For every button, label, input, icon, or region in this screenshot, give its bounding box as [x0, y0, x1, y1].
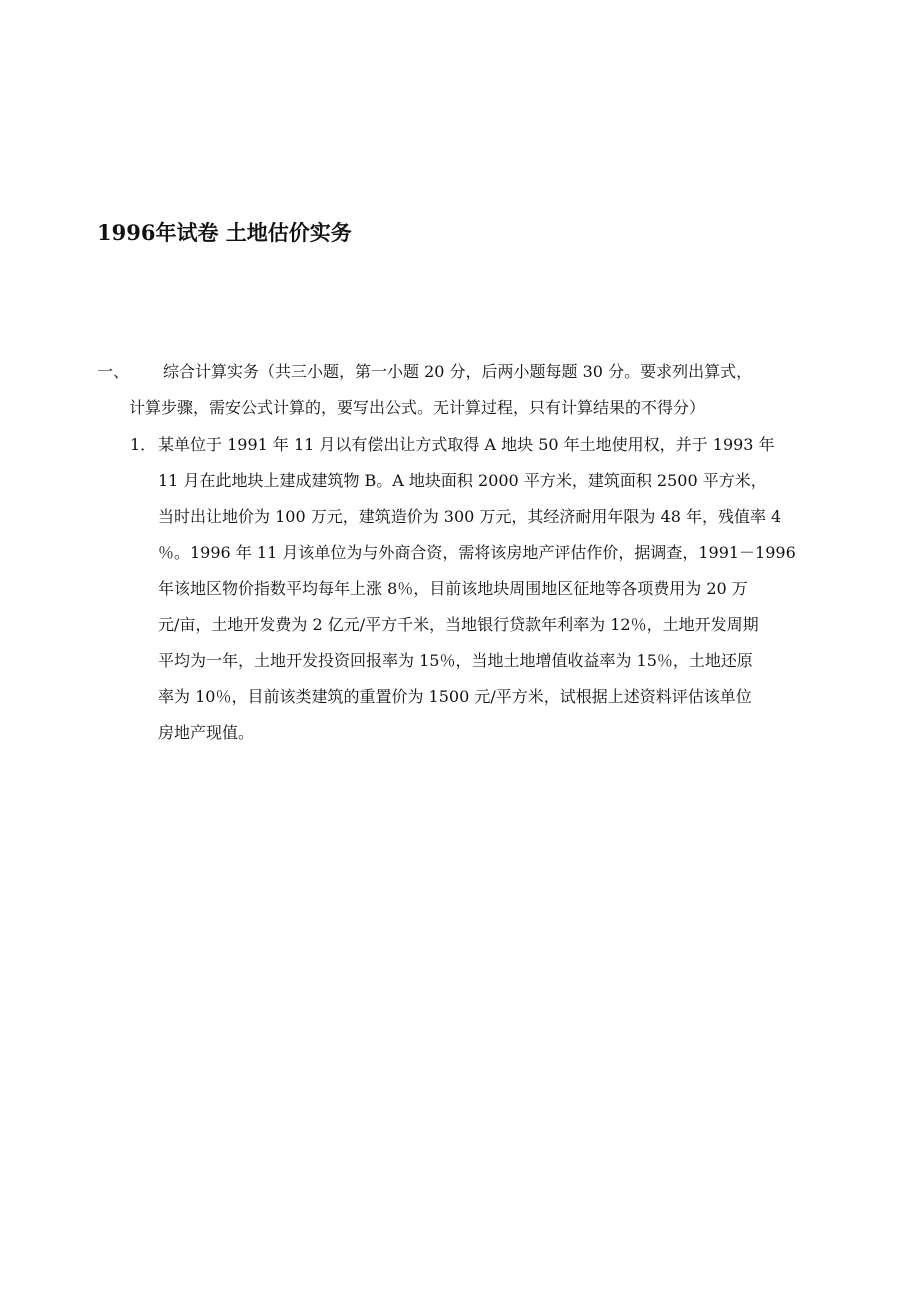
question-line: 当时出让地价为 100 万元，建筑造价为 300 万元，其经济耐用年限为 48 年，残值率 4 [158, 507, 782, 526]
section-heading [97, 357, 837, 387]
question-line: ％。1996 年 11 月该单位为与外商合资，需将该房地产评估作价，据调查，1991－1996 [158, 543, 796, 562]
question-line: 房地产现值。 [158, 723, 255, 742]
question-line: 11 月在此地块上建成建筑物 B。A 地块面积 2000 平方米，建筑面积 2500 平方米， [158, 471, 767, 490]
question-line: 年该地区物价指数平均每年上涨 8％，目前该地块周围地区征地等各项费用为 20 万 [158, 579, 748, 598]
question-line: 平均为一年，土地开发投资回报率为 15％，当地土地增值收益率为 15％，土地还原 [158, 651, 753, 670]
section-heading-line-2: 计算步骤，需安公式计算的，要写出公式。无计算过程，只有计算结果的不得分） [129, 398, 706, 417]
question-line: 元/亩，土地开发费为 2 亿元/平方千米，当地银行贷款年利率为 12％，土地开发周期 [158, 615, 759, 634]
document-title: 1996年试卷 土地估价实务 [97, 220, 352, 245]
question-first-line [130, 427, 840, 463]
question-line: 率为 10％，目前该类建筑的重置价为 1500 元/平方米，试根据上述资料评估该单位 [158, 687, 752, 706]
section-one [97, 357, 837, 423]
question-line: 某单位于 1991 年 11 月以有偿出让方式取得 A 地块 50 年土地使用权，并于 1993 年 [158, 435, 775, 454]
question-1 [130, 427, 840, 751]
section-number: 一、 [97, 362, 130, 381]
section-heading-line-1: 综合计算实务（共三小题，第一小题 20 分，后两小题每题 30 分。要求列出算式， [163, 362, 753, 381]
question-number: 1． [130, 435, 157, 454]
